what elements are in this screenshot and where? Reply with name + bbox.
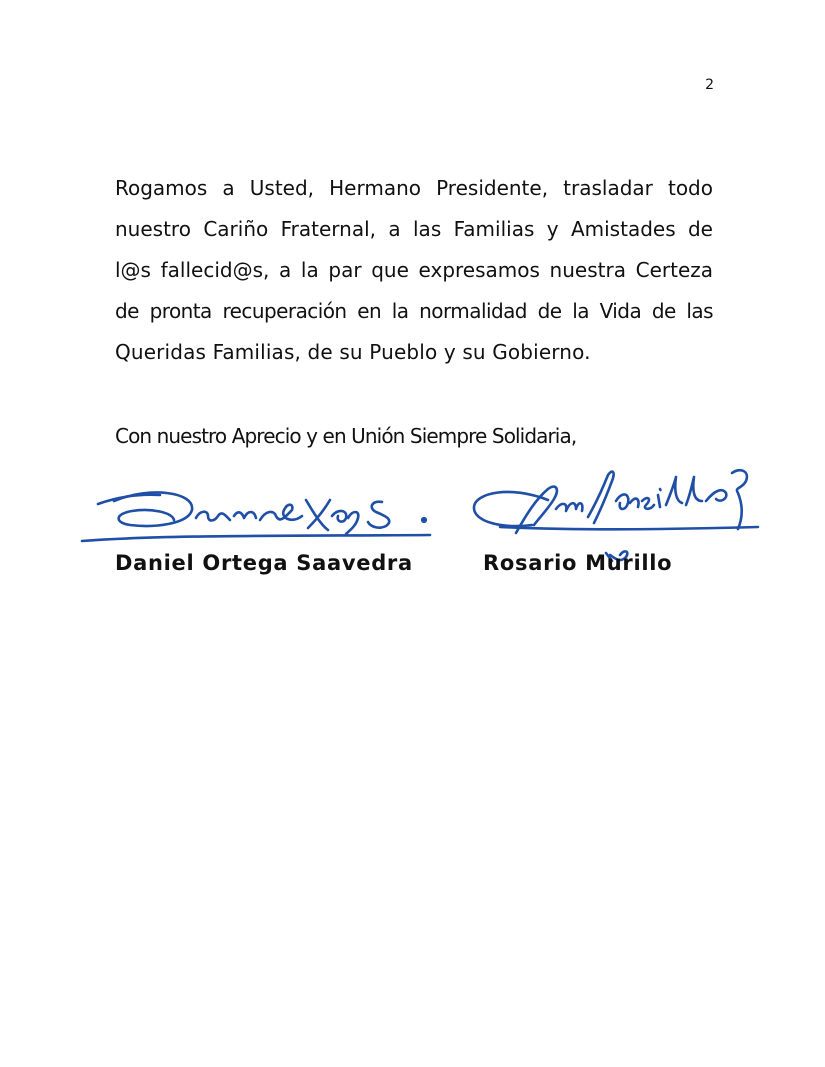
signatory-name: Daniel Ortega Saavedra [115, 551, 413, 575]
signatory-name: Rosario Murillo [483, 551, 673, 575]
body-line: Queridas Familias, de su Pueblo y su Gobierno. [115, 340, 591, 364]
signature-strokes [82, 492, 430, 541]
letter-body [115, 168, 713, 373]
body-line: l@s fallecid@s, a la par que expresamos nuestra Certeza [115, 258, 713, 282]
closing-line: Con nuestro Aprecio y en Unión Siempre Solidaria, [115, 424, 577, 448]
body-line: nuestro Cariño Fraternal, a las Familias y Amistades de [115, 217, 713, 241]
body-line: Rogamos a Usted, Hermano Presidente, trasladar todo [115, 176, 713, 200]
page-number: 2 [705, 77, 714, 93]
signature-daniel-ortega [80, 480, 440, 550]
body-line: de pronta recuperación en la normalidad de la Vida de las [115, 299, 713, 323]
signature-strokes [474, 470, 758, 561]
